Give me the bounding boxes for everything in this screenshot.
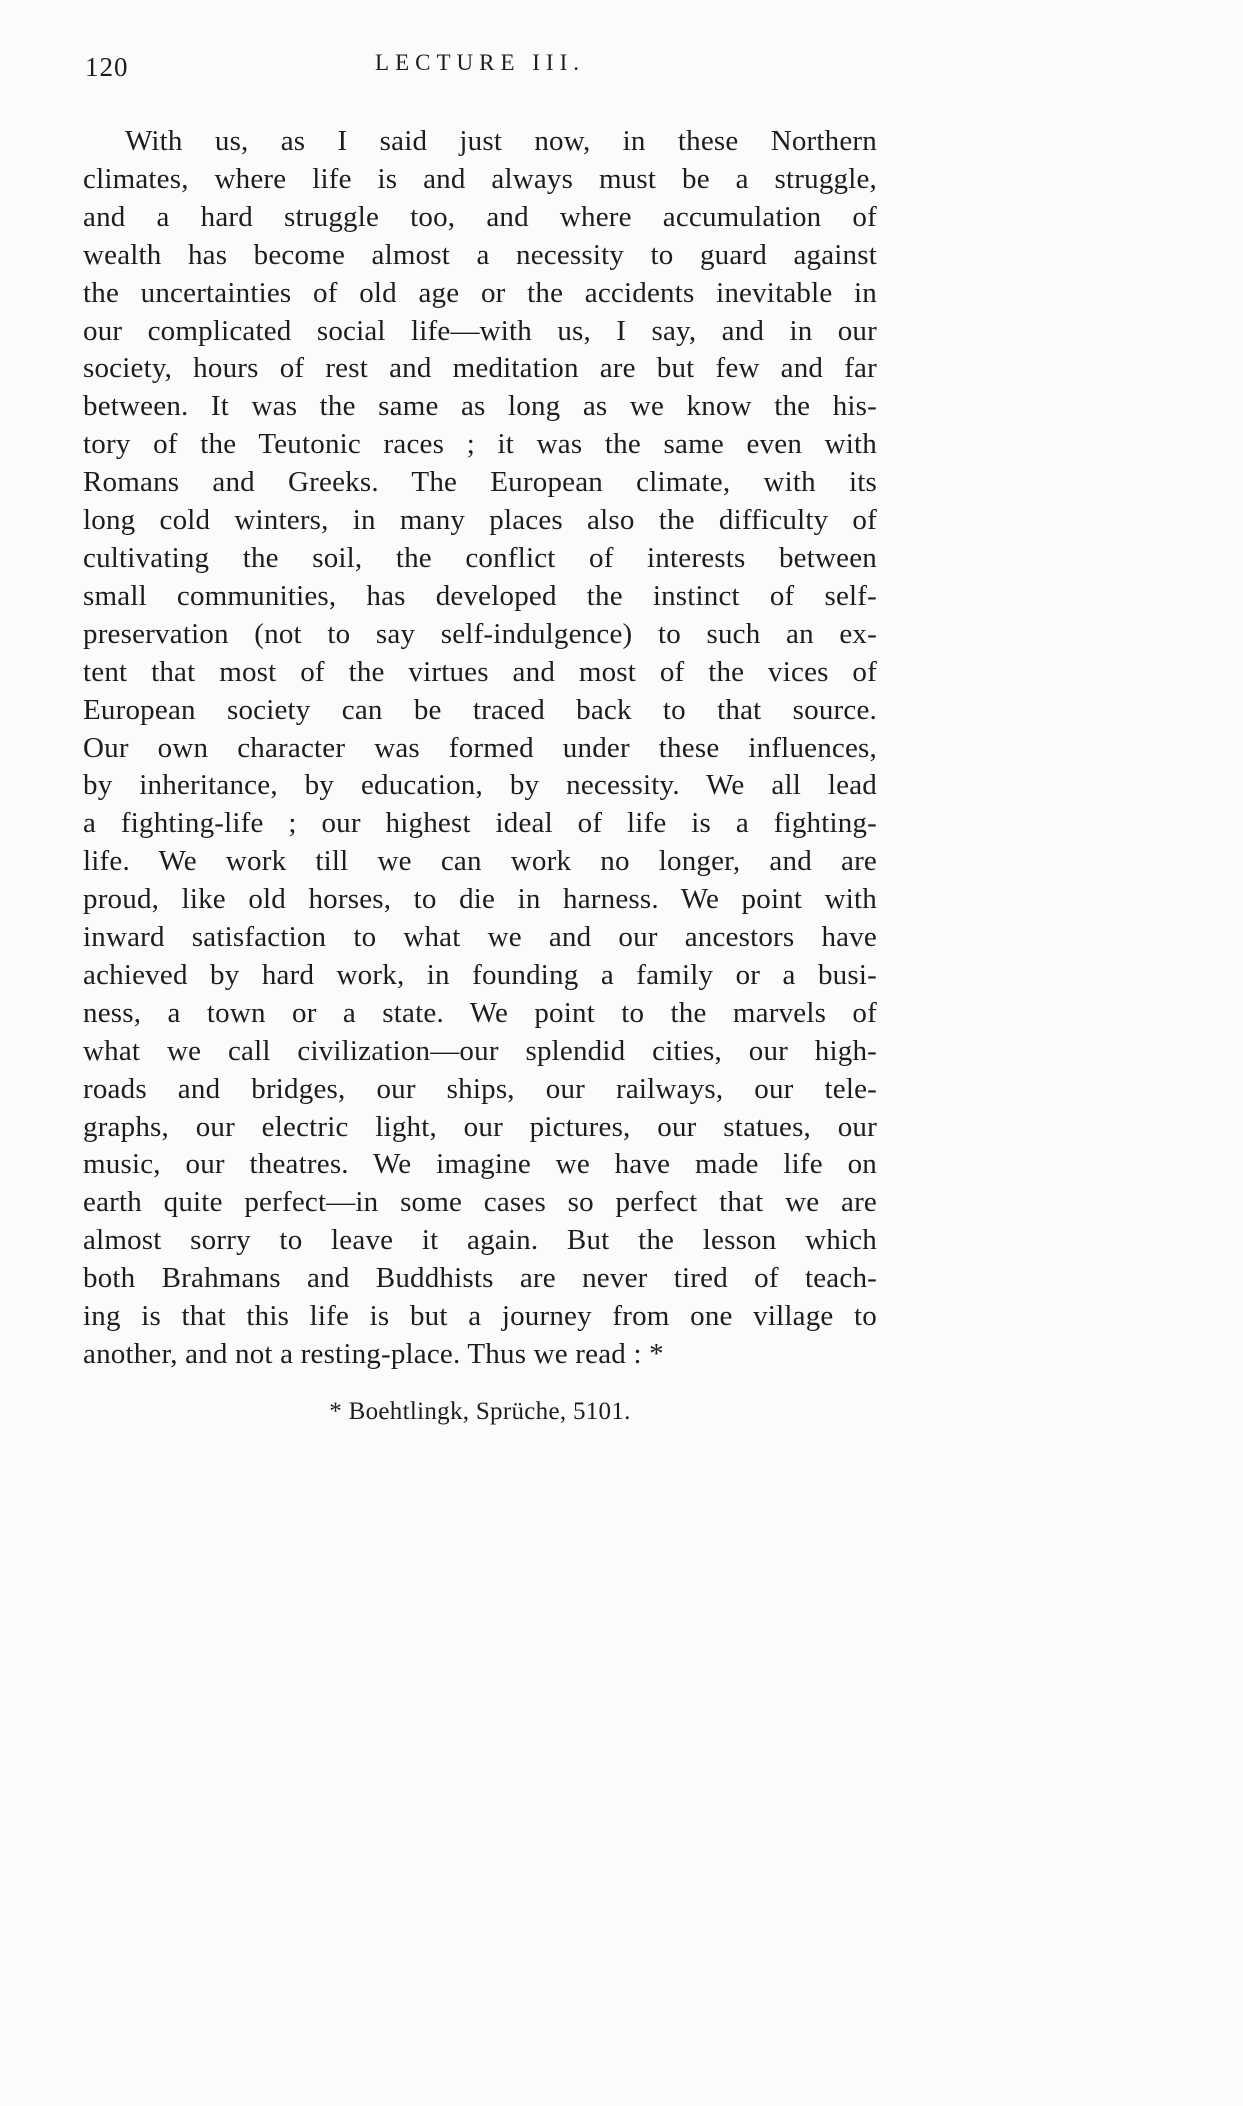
page-header — [83, 50, 877, 90]
text-line: both Brahmans and Buddhists are never tired of teach- — [83, 1262, 877, 1295]
text-line: between. It was the same as long as we know the his- — [83, 390, 877, 423]
text-line: proud, like old horses, to die in harness. We point with — [83, 883, 877, 916]
text-line: graphs, our electric light, our pictures, our statues, our — [83, 1110, 877, 1143]
text-line: ing is that this life is but a journey from one village to — [83, 1300, 877, 1333]
text-line: tory of the Teutonic races ; it was the same even with — [83, 428, 877, 461]
text-line: a fighting-life ; our highest ideal of life is a fighting- — [83, 807, 877, 840]
text-line: wealth has become almost a necessity to guard against — [83, 238, 877, 271]
text-line: society, hours of rest and meditation are but few and far — [83, 352, 877, 385]
running-header: LECTURE III. — [375, 50, 585, 75]
text-line: cultivating the soil, the conflict of interests between — [83, 541, 877, 574]
text-line: climates, where life is and always must be a struggle, — [83, 162, 877, 195]
footnote: * Boehtlingk, Sprüche, 5101. — [329, 1398, 631, 1425]
text-line: Romans and Greeks. The European climate, with its — [83, 466, 877, 499]
text-line: European society can be traced back to that source. — [83, 693, 877, 726]
text-line: achieved by hard work, in founding a family or a busi- — [83, 958, 877, 991]
page-number: 120 — [85, 52, 129, 82]
text-line: life. We work till we can work no longer, and are — [83, 845, 877, 878]
text-line: long cold winters, in many places also the difficulty of — [83, 504, 877, 537]
text-line: music, our theatres. We imagine we have made life on — [83, 1148, 877, 1181]
text-line: With us, as I said just now, in these Northern — [125, 125, 877, 157]
text-line: inward satisfaction to what we and our ancestors have — [83, 921, 877, 954]
text-line: preservation (not to say self-indulgence) to such an ex- — [83, 617, 877, 650]
text-line: earth quite perfect—in some cases so perfect that we are — [83, 1186, 877, 1219]
text-line: another, and not a resting-place. Thus we read : * — [83, 1338, 664, 1370]
text-line: and a hard struggle too, and where accumulation of — [83, 200, 877, 233]
text-line: almost sorry to leave it again. But the lesson which — [83, 1224, 877, 1257]
text-line: Our own character was formed under these influences, — [83, 731, 877, 764]
text-line: small communities, has developed the instinct of self- — [83, 579, 877, 612]
text-line: tent that most of the virtues and most of the vices of — [83, 655, 877, 688]
text-line: roads and bridges, our ships, our railways, our tele- — [83, 1072, 877, 1105]
body-text — [83, 123, 877, 1374]
text-line: ness, a town or a state. We point to the marvels of — [83, 996, 877, 1029]
text-line: our complicated social life—with us, I say, and in our — [83, 314, 877, 347]
text-line: the uncertainties of old age or the accidents inevitable in — [83, 276, 877, 309]
text-line: what we call civilization—our splendid cities, our high- — [83, 1034, 877, 1067]
text-line: by inheritance, by education, by necessity. We all lead — [83, 769, 877, 802]
